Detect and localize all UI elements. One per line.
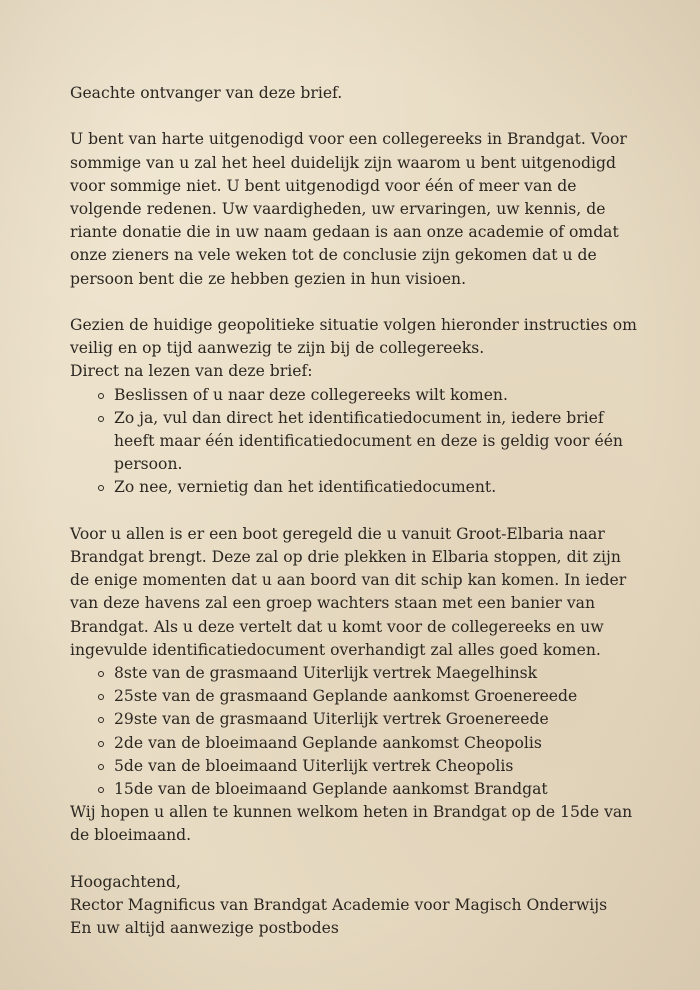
- list-item: 8ste van de grasmaand Uiterlijk vertrek Maegelhinsk: [98, 662, 642, 685]
- invitation-paragraph: U bent van harte uitgenodigd voor een collegereeks in Brandgat. Voor sommige van u zal het heel duidelijk zijn waarom u bent uitgenodigd voor sommige niet. U bent uitgenodigd voor één of meer van de volgende redenen. Uw vaardigheden, uw ervaringen, uw kennis, de riante donatie die in uw naam gedaan is aan onze academie of omdat onze zieners na vele weken tot de conclusie zijn gekomen dat u de persoon bent die ze hebben gezien in hun visioen.: [70, 130, 627, 288]
- list-item: Beslissen of u naar deze collegereeks wilt komen.: [98, 384, 642, 407]
- letter-body: [70, 82, 642, 940]
- boat-paragraph: Voor u allen is er een boot geregeld die u vanuit Groot-Elbaria naar Brandgat brengt. Deze zal op drie plekken in Elbaria stoppen, dit zijn de enige momenten dat u aan boord van dit schip kan komen. In ieder van deze havens zal een groep wachters staan met een banier van Brandgat. Als u deze vertelt dat u komt voor de collegereeks en uw ingevulde identificatiedocument overhandigt zal alles goed komen.: [70, 524, 627, 659]
- spacer: [70, 848, 642, 871]
- list-item: Zo ja, vul dan direct het identificatiedocument in, iedere brief heeft maar één identificatiedocument en deze is geldig voor één persoon.: [98, 407, 642, 477]
- list-item: 15de van de bloeimaand Geplande aankomst Brandgat: [98, 778, 642, 801]
- list-item: 5de van de bloeimaand Uiterlijk vertrek Cheopolis: [98, 755, 642, 778]
- list-item: 29ste van de grasmaand Uiterlijk vertrek Groenereede: [98, 708, 642, 731]
- list-item: 25ste van de grasmaand Geplande aankomst Groenereede: [98, 685, 642, 708]
- list-item: Zo nee, vernietig dan het identificatiedocument.: [98, 476, 642, 499]
- instructions-intro: Direct na lezen van deze brief:: [70, 362, 313, 381]
- spacer: [70, 291, 642, 314]
- spacer: [70, 105, 642, 128]
- signature-line: Rector Magnificus van Brandgat Academie voor Magisch Onderwijs: [70, 896, 608, 915]
- spacer: [70, 500, 642, 523]
- closing-wish: Wij hopen u allen te kunnen welkom heten in Brandgat op de 15de van de bloeimaand.: [70, 803, 633, 845]
- signature-line: En uw altijd aanwezige postbodes: [70, 919, 339, 938]
- greeting: Geachte ontvanger van deze brief.: [70, 84, 343, 102]
- list-item: 2de van de bloeimaand Geplande aankomst Cheopolis: [98, 732, 642, 755]
- schedule-list: [70, 662, 642, 801]
- situation-paragraph: Gezien de huidige geopolitieke situatie volgen hieronder instructies om veilig en op tijd aanwezig te zijn bij de collegereeks.: [70, 316, 637, 358]
- signoff: Hoogachtend,: [70, 872, 181, 891]
- instructions-list: [70, 384, 642, 500]
